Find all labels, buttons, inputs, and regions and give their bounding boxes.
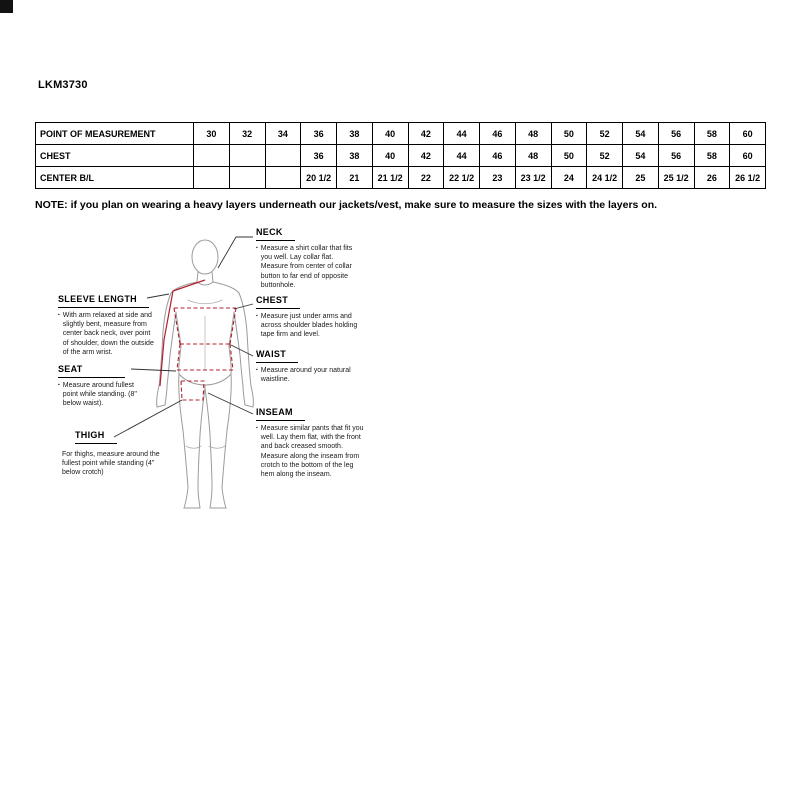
inseam-desc-text: Measure similar pants that fit you well. Lay them flat, with the front and back creased smooth. Measure along the inseam from crotch to the bottom of the leg hem along the inseam. [260,424,364,479]
size-header-cell: 38 [337,123,373,145]
waist-desc-text: Measure around your natural waistline. [260,366,351,384]
chest-value-cell: 42 [408,145,444,167]
chest-value-cell: 38 [337,145,373,167]
waist-label-title: WAIST [256,350,298,363]
label-inseam [256,402,364,479]
row-label-center-bl: CENTER B/L [36,167,194,189]
center-bl-value-cell: 24 1/2 [587,167,623,189]
row-label-chest: CHEST [36,145,194,167]
chest-value-cell: 40 [372,145,408,167]
corner-label: POINT OF MEASUREMENT [36,123,194,145]
label-thigh [62,425,162,478]
chest-value-cell: 50 [551,145,587,167]
chest-value-cell: 48 [515,145,551,167]
size-header-cell: 34 [265,123,301,145]
bullet-icon: ▪ [58,381,60,388]
seat-desc-text: Measure around fullest point while standing. (8" below waist). [62,381,137,408]
neck-label-title: NECK [256,228,295,241]
neck-callout-line [218,237,253,268]
center-bl-value-cell [229,167,265,189]
size-chart-table [35,122,766,189]
thigh-label-desc [62,450,162,478]
chest-value-cell: 44 [444,145,480,167]
size-header-cell: 42 [408,123,444,145]
seat-label-desc [58,381,150,409]
bullet-icon: ▪ [58,311,60,318]
inseam-label-desc [256,424,364,479]
center-bl-value-cell: 21 [337,167,373,189]
size-header-cell: 40 [372,123,408,145]
chest-desc-text: Measure just under arms and across shoulder blades holding tape firm and level. [260,312,358,339]
center-bl-value-cell: 22 1/2 [444,167,480,189]
chest-value-cell: 60 [730,145,766,167]
sleeve-length-label-desc [58,311,154,357]
chest-value-cell: 58 [694,145,730,167]
thigh-desc-text: For thighs, measure around the fullest point while standing (4" below crotch) [62,450,160,477]
size-header-cell: 52 [587,123,623,145]
bullet-icon: ▪ [256,244,258,251]
chest-value-cell: 36 [301,145,337,167]
center-bl-value-cell: 23 [480,167,516,189]
bullet-icon: ▪ [256,366,258,373]
chest-label-title: CHEST [256,296,300,309]
waist-callout-line [231,345,253,356]
center-bl-value-cell: 25 1/2 [658,167,694,189]
waist-label-desc [256,366,362,384]
chest-value-cell [265,145,301,167]
bullet-icon: ▪ [256,312,258,319]
center-bl-value-cell: 22 [408,167,444,189]
label-neck [256,222,362,290]
neck-desc-text: Measure a shirt collar that fits you well. Lay collar flat. Measure from center of collar button to far end of opposite buttonhole. [260,244,353,289]
table-row-center-bl [36,167,766,189]
chest-label-desc [256,312,362,340]
seat-label-title: SEAT [58,365,125,378]
size-header-cell: 54 [623,123,659,145]
corner-crop-mark [0,0,13,13]
product-code: LKM3730 [38,79,88,91]
center-bl-value-cell [265,167,301,189]
label-sleeve-length [58,289,154,357]
center-bl-value-cell: 26 [694,167,730,189]
bullet-icon: ▪ [256,424,258,431]
sleeve-length-label-title: SLEEVE LENGTH [58,295,149,308]
size-header-cell: 46 [480,123,516,145]
chest-value-cell: 52 [587,145,623,167]
inseam-label-title: INSEAM [256,408,305,421]
chest-value-cell: 56 [658,145,694,167]
thigh-label-title: THIGH [75,431,117,444]
center-bl-value-cell: 25 [623,167,659,189]
center-bl-value-cell [194,167,230,189]
thigh-measure-box [181,381,204,400]
center-bl-value-cell: 24 [551,167,587,189]
neck-label-desc [256,244,362,290]
chest-value-cell [229,145,265,167]
chest-value-cell: 46 [480,145,516,167]
size-header-cell: 36 [301,123,337,145]
note-text: NOTE: if you plan on wearing a heavy layers underneath our jackets/vest, make sure to measure the sizes with the layers on. [35,199,658,211]
label-chest [256,290,362,340]
table-row-chest [36,145,766,167]
center-bl-value-cell: 26 1/2 [730,167,766,189]
size-header-cell: 56 [658,123,694,145]
size-header-cell: 58 [694,123,730,145]
sleeve-length-desc-text: With arm relaxed at side and slightly bent, measure from center back neck, over point of shoulder, down the outside of the arm wrist. [62,311,154,356]
center-bl-value-cell: 21 1/2 [372,167,408,189]
size-header-cell: 60 [730,123,766,145]
label-waist [256,344,362,384]
size-header-cell: 44 [444,123,480,145]
size-header-cell: 50 [551,123,587,145]
label-seat [58,359,150,409]
chest-value-cell: 54 [623,145,659,167]
size-header-cell: 48 [515,123,551,145]
table-header-row [36,123,766,145]
center-bl-value-cell: 20 1/2 [301,167,337,189]
chest-value-cell [194,145,230,167]
size-header-cell: 32 [229,123,265,145]
size-header-cell: 30 [194,123,230,145]
center-bl-value-cell: 23 1/2 [515,167,551,189]
